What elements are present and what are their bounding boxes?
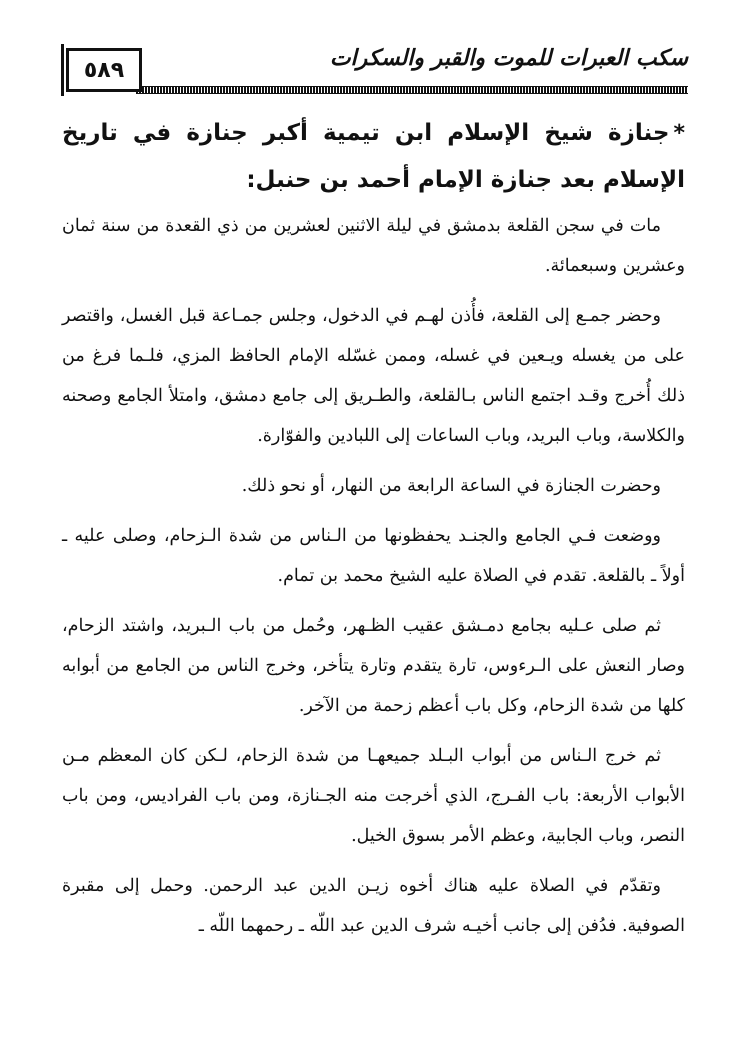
paragraph: وحضر جمـع إلى القلعة، فأُذن لهـم في الدخول، وجلس جمـاعة قبل الغسل، واقتصر على من يغسله ويـعين في غسله، وممن غسّله الإمام الحافظ المزي، فلـما فرغ من ذلك أُخرج وقـد اجتمع الناس بـالقلعة، والطـريق إلى جامع دمشق، وامتلأ الجامع وصحنه والكلاسة، وباب البريد، وباب الساعات إلى اللبادين والفوّارة.	[62, 306, 685, 446]
heading-text: جنازة شيخ الإسلام ابن تيمية أكبر جنازة في تاريخ الإسلام بعد جنازة الإمام أحمد بن حنبل:	[62, 120, 685, 193]
paragraph: ووضعت فـي الجامع والجنـد يحفظونها من الـناس من شدة الـزحام، وصلى عليه ـ أولاً ـ بالقلعة. تقدم في الصلاة عليه الشيخ محمد بن تمام.	[62, 526, 685, 586]
body-text	[62, 206, 685, 956]
header-rule	[136, 86, 688, 94]
paragraph: ثم صلى عـليه بجامع دمـشق عقيب الظـهر، وحُمل من باب الـبريد، واشتد الزحام، وصار النعش على الـرءوس، تارة يتقدم وتارة يتأخر، وخرج الناس من الجامع من أبوابه كلها من شدة الزحام، وكل باب أعظم زحمة من الآخر.	[62, 616, 685, 716]
paragraph: ثم خرج الـناس من أبواب البـلد جميعهـا من شدة الزحام، لـكن كان المعظم مـن الأبواب الأربعة: باب الفـرج، الذي أخرجت منه الجـنازة، ومن باب الفراديس، ومن باب النصر، وباب الجابية، وعظم الأمر بسوق الخيل.	[62, 746, 685, 846]
running-title: سكب العبرات للموت والقبر والسكرات	[329, 46, 688, 71]
heading-marker: *	[673, 121, 685, 146]
page-header	[56, 40, 688, 96]
section-heading	[62, 110, 685, 203]
paragraph: وتقدّم في الصلاة عليه هناك أخوه زيـن الدين عبد الرحمن. وحمل إلى مقبرة الصوفية. فدُفن إلى جانب أخيـه شرف الدين عبد اللّه ـ رحمهما اللّه ـ	[62, 876, 685, 936]
paragraph: مات في سجن القلعة بدمشق في ليلة الاثنين لعشرين من ذي القعدة من سنة ثمان وعشرين وسبعمائة.	[62, 216, 685, 276]
page-number: ٥٨٩	[66, 48, 142, 92]
paragraph: وحضرت الجنازة في الساعة الرابعة من النهار، أو نحو ذلك.	[241, 476, 661, 496]
